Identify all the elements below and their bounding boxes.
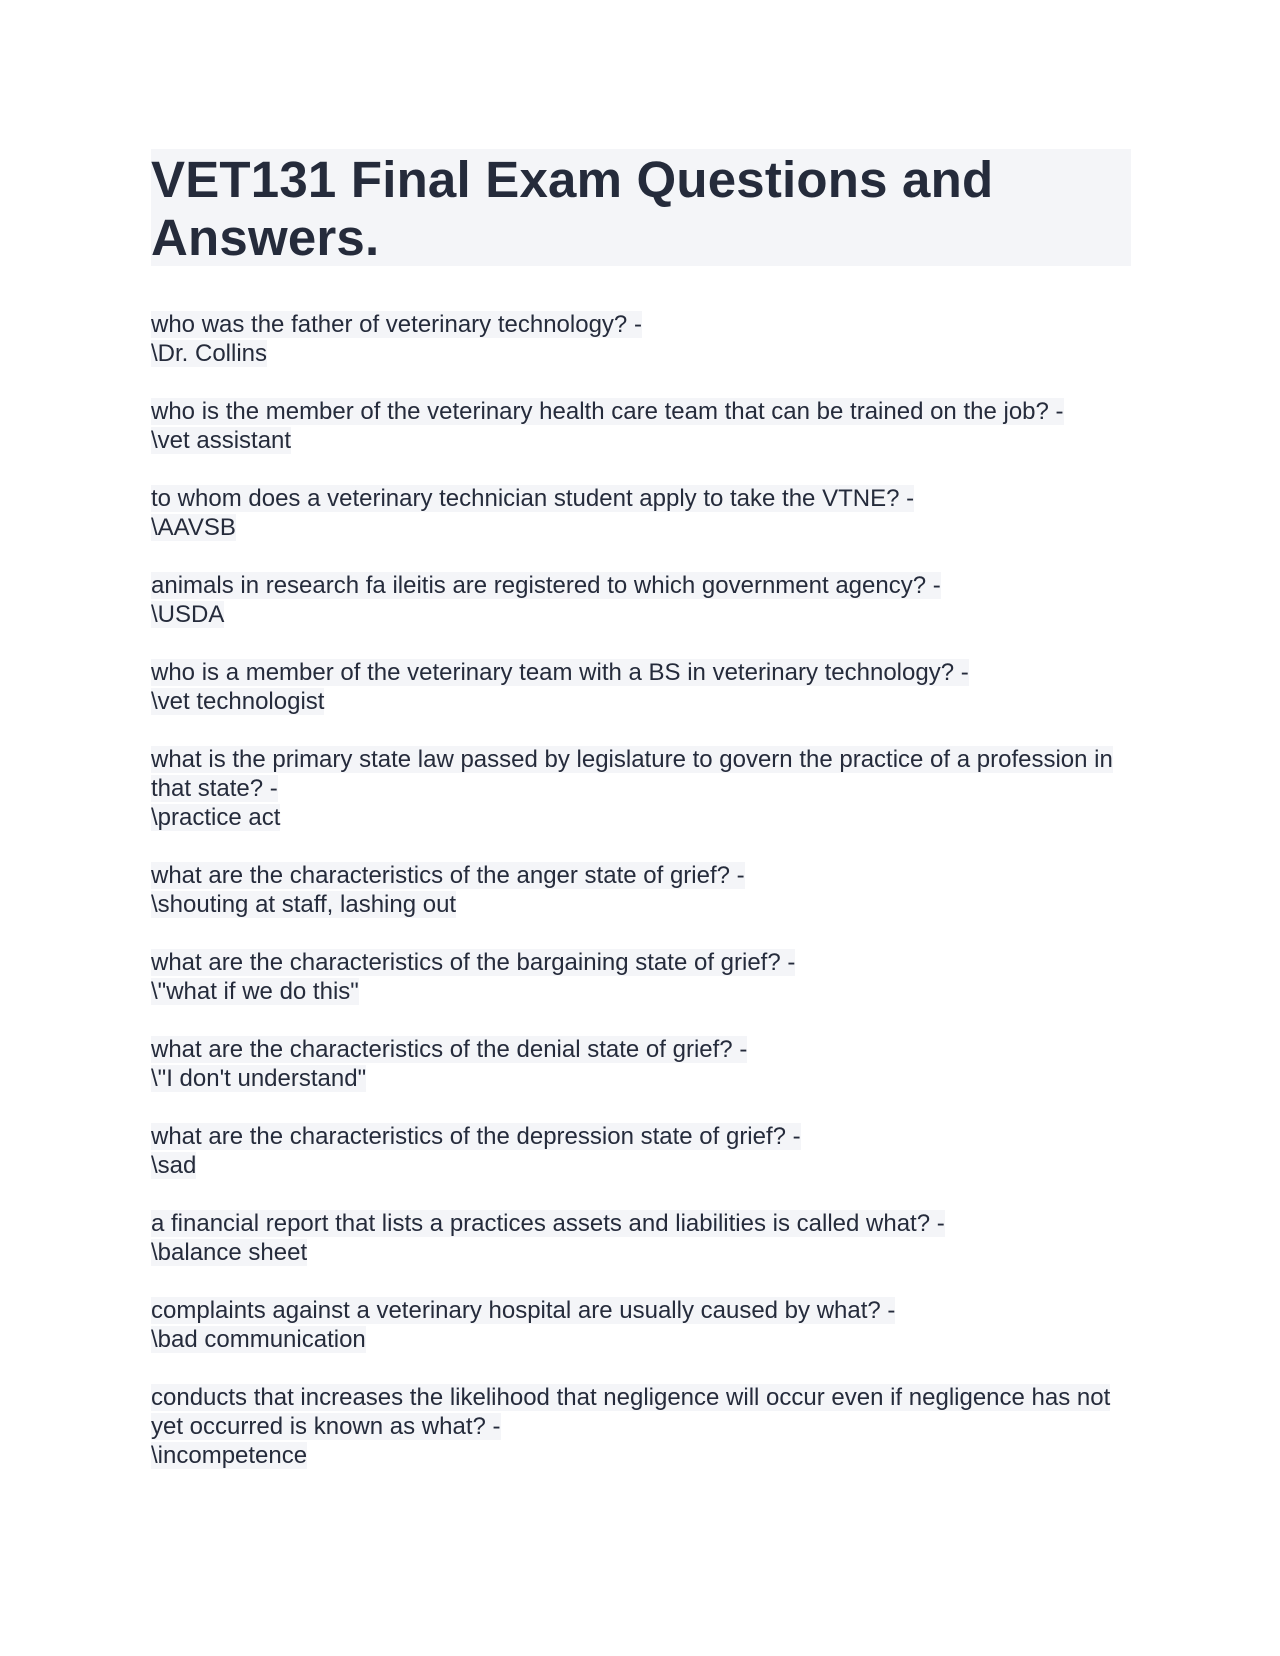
answer-text: \Dr. Collins [151, 340, 268, 367]
qa-list [151, 310, 1131, 1470]
qa-item [151, 1035, 1131, 1093]
qa-item [151, 571, 1131, 629]
document-page [151, 149, 1131, 1499]
question [151, 658, 1131, 687]
answer-text: \incompetence [151, 1442, 308, 1469]
answer [151, 977, 1131, 1006]
question-text: what are the characteristics of the bargaining state of grief? - [151, 949, 796, 976]
answer-text: \vet technologist [151, 688, 325, 715]
qa-item [151, 861, 1131, 919]
answer [151, 339, 1131, 368]
answer-text: \AAVSB [151, 514, 236, 541]
question [151, 571, 1131, 600]
answer [151, 1151, 1131, 1180]
question [151, 397, 1131, 426]
question [151, 1122, 1131, 1151]
answer [151, 1064, 1131, 1093]
question-text: who is a member of the veterinary team with a BS in veterinary technology? - [151, 659, 969, 686]
question [151, 1209, 1131, 1238]
question [151, 861, 1131, 890]
qa-item [151, 745, 1131, 832]
answer-text: \"what if we do this" [151, 978, 359, 1005]
question-text: what are the characteristics of the depression state of grief? - [151, 1123, 801, 1150]
qa-item [151, 1296, 1131, 1354]
question-text: complaints against a veterinary hospital are usually caused by what? - [151, 1297, 896, 1324]
title-block [151, 149, 1131, 266]
question [151, 1035, 1131, 1064]
answer-text: \sad [151, 1152, 197, 1179]
question-text: what are the characteristics of the denial state of grief? - [151, 1036, 748, 1063]
question-text: a financial report that lists a practices assets and liabilities is called what? - [151, 1210, 945, 1237]
question [151, 745, 1131, 803]
answer-text: \balance sheet [151, 1239, 308, 1266]
answer [151, 600, 1131, 629]
document-title: VET131 Final Exam Questions and Answers. [151, 151, 994, 266]
question-text: what are the characteristics of the anger state of grief? - [151, 862, 745, 889]
qa-item [151, 1122, 1131, 1180]
question [151, 1296, 1131, 1325]
question-text: conducts that increases the likelihood that negligence will occur even if negligence has not yet occurred is known as what? - [151, 1384, 1111, 1440]
answer-text: \"I don't understand" [151, 1065, 367, 1092]
question [151, 1383, 1131, 1441]
answer [151, 687, 1131, 716]
question-text: animals in research fa ileitis are registered to which government agency? - [151, 572, 941, 599]
answer-text: \bad communication [151, 1326, 366, 1353]
question [151, 310, 1131, 339]
answer [151, 513, 1131, 542]
answer-text: \vet assistant [151, 427, 292, 454]
qa-item [151, 1383, 1131, 1470]
qa-item [151, 484, 1131, 542]
question [151, 484, 1131, 513]
answer [151, 1325, 1131, 1354]
answer [151, 1238, 1131, 1267]
answer [151, 426, 1131, 455]
question-text: to whom does a veterinary technician student apply to take the VTNE? - [151, 485, 915, 512]
answer-text: \USDA [151, 601, 225, 628]
question [151, 948, 1131, 977]
answer [151, 1441, 1131, 1470]
question-text: what is the primary state law passed by legislature to govern the practice of a profession in that state? - [151, 746, 1113, 802]
qa-item [151, 948, 1131, 1006]
qa-item [151, 310, 1131, 368]
qa-item [151, 1209, 1131, 1267]
qa-item [151, 397, 1131, 455]
answer-text: \shouting at staff, lashing out [151, 891, 457, 918]
answer-text: \practice act [151, 804, 281, 831]
qa-item [151, 658, 1131, 716]
question-text: who is the member of the veterinary health care team that can be trained on the job? - [151, 398, 1064, 425]
answer [151, 803, 1131, 832]
answer [151, 890, 1131, 919]
question-text: who was the father of veterinary technology? - [151, 311, 642, 338]
